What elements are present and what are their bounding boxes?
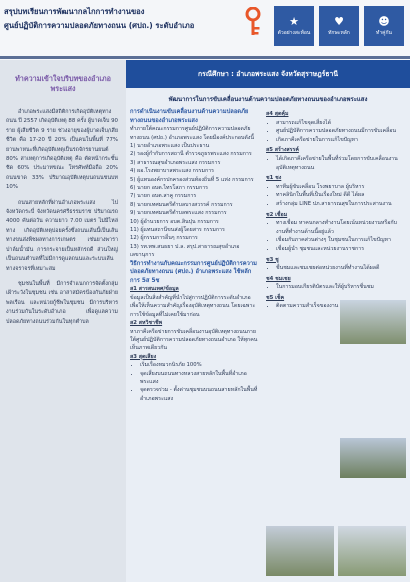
left-paragraph: ชุมชนในพื้นที่ มีการจำแนกการจัดตั้งกลุ่มเฝ้าระวังในชุมชน เช่น อาสาสมัครป้องกันภัยฝ่ายพลเรือน และหน่วยกู้ชีพในชุมชน มีการบริหารงานร่วมกันในระดับอำเภอ เพื่อดูแลความปลอดภัยทางถนนร่วมกันในทุกตำบล (6, 280, 118, 325)
badge-label: ตัวอย่างสะท้อน (277, 30, 311, 36)
section-heading: การดำเนินงานขับเคลื่อนงานด้านความปลอดภัยทางถนนของอำเภอพระแสง (130, 109, 249, 124)
list-item: • เกิดภาคีเครือข่ายในการแก้ไขปัญหา (276, 136, 406, 145)
case-study-banner (126, 60, 410, 88)
list-item: 13) รท.ทพ.สนธยา ป.ล. สรุป.สาธารณสุขอำเภอ เลขานุการ (130, 243, 240, 259)
subsection-title: ช5 เช็ค (266, 294, 285, 301)
subsection-title: ช3 ชู (266, 256, 279, 263)
intro-text: ทำภายใต้คณะกรรมการศูนย์ปฏิบัติการความปลอดภัยทางถนน (ศปถ.) อำเภอพระแสง โดยมีองค์ประกอบดังนี้ (130, 126, 254, 141)
subsection-title: ส3 สุดเสียง (130, 353, 157, 360)
event-photo (266, 526, 334, 576)
banner-title: กรณีศึกษา : อำเภอพระแสง จังหวัดสุราษฎร์ธานี (198, 70, 338, 78)
list-item: 3) สาธารณสุขอำเภอพระแสง กรรมการ (130, 159, 221, 166)
list-item: 6) นายก อบต.ไทรโสภา กรรมการ (130, 185, 209, 192)
section-heading: วิธีการทำงานกับคณะกรรมการศูนย์ปฏิบัติการความปลอดภัยทางถนน (ศปถ.) อำเภอพระแสง ใช้หลักการ 5ส 5ช (130, 260, 257, 284)
list-item: • ศูนย์ปฏิบัติการความปลอดภัยทางถนนมีการขับเคลื่อน (276, 127, 406, 136)
list-item: • เชื่อมผู้นำ ชุมชนและหน่วยงานราชการ (276, 245, 406, 254)
header-divider (0, 56, 410, 59)
list-item: • สร้างกลุ่ม LINE ปภ.สาธารณสุขในการประสานงาน (276, 200, 406, 209)
bullet-list (266, 183, 406, 209)
subsection-title: ช1 ชง (266, 175, 282, 182)
middle-column (130, 108, 258, 403)
badge-heart (319, 6, 359, 46)
bullet-list (266, 219, 406, 253)
list-item: • จุดตรวจร่วม - ตั้งด่านชุมชนบนถนนสายหลักในพื้นที่อำเภอพระแสง (140, 386, 258, 403)
left-body (6, 108, 118, 333)
bullet-list (266, 264, 406, 273)
badge-star (274, 6, 314, 46)
list-item: • ทางเชื่อม หาคนกลางทำงานโดยเน้นหน่วยงานหรือกับงานที่ทำงานด้านนี้อยู่แล้ว (276, 219, 406, 236)
right-column (266, 108, 406, 311)
badge-people (364, 6, 404, 46)
left-paragraph: อำเภอพระแสงมีสถิติการเกิดอุบัติเหตุทางถนน ปี 2557 เกิดอุบัติเหตุ 88 ครั้ง ผู้บาดเจ็บ 90 ราย ผู้เสียชีวิต 9 ราย ช่วงอายุของผู้บาดเจ็บ/เสียชีวิต คือ 17-20 ปี 20% เป็นคนในพื้นที่ 77% ยานพาหนะที่เกิดอุบัติเหตุเป็นรถจักรยานยนต์ 80% สาเหตุการเกิดอุบัติเหตุ คือ ตัดหน้ากระชั้นชิด 60% ประมาทขณะ โทรศัพท์มือถือ 20% ถนนขาด 33% ปริมาณอุบัติเหตุบนถนนชนบท 10% (6, 109, 118, 191)
event-photo (340, 300, 406, 344)
event-photo (338, 526, 406, 576)
list-item: 8) นายกเทศมนตรีตำบลบางสวรรค์ กรรมการ (130, 201, 233, 208)
list-item: • เชื่อมกับภาคส่วนต่างๆ ในชุมชนในการแก้ไขปัญหา (276, 236, 406, 245)
list-item: • จุดเสี่ยงบนถนนทางหลวงสายหลักในพื้นที่อำเภอพระแสง (140, 370, 258, 387)
left-paragraph: ถนนสายหลักที่ผ่านอำเภอพระแสง ไปจังหวัดกระบี่ จังหวัดนครศรีธรรมราช ปริมาณรถ 4000 คันต่อวัน ความยาว 7.00 เมตร ไม่มีไหล่ทาง เกิดอุบัติเหตุบ่อยครั้งซึ่งถนนเส้นนี้เป็นเส้นทางขนส่งพืชผลทางการเกษตร เช่นยางพารา ปาล์มน้ำมัน การกระจายเป็นหลักรถดี ส่วนใหญ่เป็นถนนตำบลที่ไม่มีการดูแลถนนและระบบเส้นทางจราจรที่เหมาะสม (6, 199, 118, 272)
people-icon: ☻ (378, 15, 390, 28)
subsection-text: หาภาคีเครือข่ายการขับเคลื่อนงานอุบัติเหตุทางถนนภายใต้ศูนย์ปฏิบัติการความปลอดภัยทางถนนอำเภอ ให้ทุกคนเห็นภาพเดียวกัน (130, 328, 258, 352)
list-item: • ได้เกิดภาคีเครือข่ายในพื้นที่ร่วมโดยการขับเคลื่อนงานอุบัติเหตุทางถนน (276, 155, 406, 172)
list-item: 7) นายก อบต.สาคู กรรมการ (130, 193, 197, 200)
list-item: • ในการมอบเกียรติบัตรและให้ผู้บริหารชื่นชม (276, 283, 406, 292)
subsection-text: ข้อมูลเป็นสิ่งสำคัญที่นำไปสู่การปฏิบัติการระดับอำเภอเพื่อให้เห็นความสำคัญเรื่องอุบัติเหตุทางถนน โดยเฉพาะการใช้ข้อมูลที่ไม่เคยใช้มาก่อน (130, 294, 256, 318)
list-item: 5) ผู้แทนองค์กรปกครองส่วนท้องถิ่นที่ 5 แห่ง กรรมการ (130, 176, 254, 183)
bullet-list (266, 155, 406, 172)
subsection-title: ส4 สุดคุ้ม (266, 111, 289, 117)
section-subtitle: พัฒนาการในการขับเคลื่อนงานด้านความปลอดภัยทางถนนของอำเภอพระแสง (168, 96, 368, 103)
subsection-title: ส1 สารสนเทศ/ข้อมูล (130, 286, 179, 293)
list-item: • เริ่มเรื่องหมวกนิรภัย 100% (140, 361, 258, 369)
left-heading: ทำความเข้าใจบริบทของอำเภอพระแสง (15, 74, 111, 93)
list-item: • ทาทีมผู้ขับเคลื่อน โรงพยาบาล ผู้บริหาร (276, 183, 406, 192)
list-item: 2) รองผู้กำกับการสถานี ตำรวจภูธรพระแสง กรรมการ (130, 151, 252, 158)
badge-label: ทักษะหลัก (328, 30, 350, 36)
header (0, 0, 410, 60)
heart-icon: ♥ (334, 15, 344, 28)
key-icon (244, 7, 262, 37)
committee-list (130, 142, 258, 260)
list-item: 12) ผู้กรรมการอื่นๆ กรรมการ (130, 235, 198, 242)
bullet-list (266, 283, 406, 292)
list-item: 10) ผู้อำนวยการ อบต.สินปุน กรรมการ (130, 218, 219, 225)
star-icon: ★ (289, 15, 299, 28)
event-photo (340, 438, 406, 478)
list-item: 4) ผอ.โรงพยาบาลพระแสง กรรมการ (130, 168, 215, 175)
list-item: • ติดตามความสำเร็จของงาน (276, 302, 406, 311)
header-title-line2: ศูนย์ปฏิบัติการความปลอดภัยทางถนน (ศปถ.) ระดับอำเภอ (4, 21, 195, 30)
subsection-title: ช2 เชื่อม (266, 211, 288, 218)
bullet-list (130, 361, 258, 403)
list-item: • ทาคลินิกในพื้นที่เป็นเรื่องใหม่ ดีดี ได้ผล (276, 191, 406, 200)
list-item: 1) นายอำเภอพระแสง เป็นประธาน (130, 143, 210, 149)
subsection-title: ส5 สร้างสรรค์ (266, 147, 299, 154)
subsection-title: ส2 สหวิชาชีพ (130, 320, 163, 327)
list-item: • สามารถแก้ไขจุดเสี่ยงได้ (276, 119, 406, 128)
list-item: 9) นายกเทศมนตรีตำบลพระแสง กรรมการ (130, 210, 227, 217)
list-item: • ชื่นชมและชมเชยต่อหน่วยงานที่ทำงานได้ผลดี (276, 264, 406, 273)
header-title-line1: สรุปบทเรียนการพัฒนากลไกการทำงานของ (4, 7, 145, 16)
list-item: 11) ผู้แทนสถานีขนส่งผู้โดยสาร กรรมการ (130, 227, 225, 234)
bullet-list (266, 119, 406, 145)
subsection-title: ช4 ชมเชย (266, 275, 291, 282)
badge-label: ทำคู่กัน (376, 30, 392, 36)
